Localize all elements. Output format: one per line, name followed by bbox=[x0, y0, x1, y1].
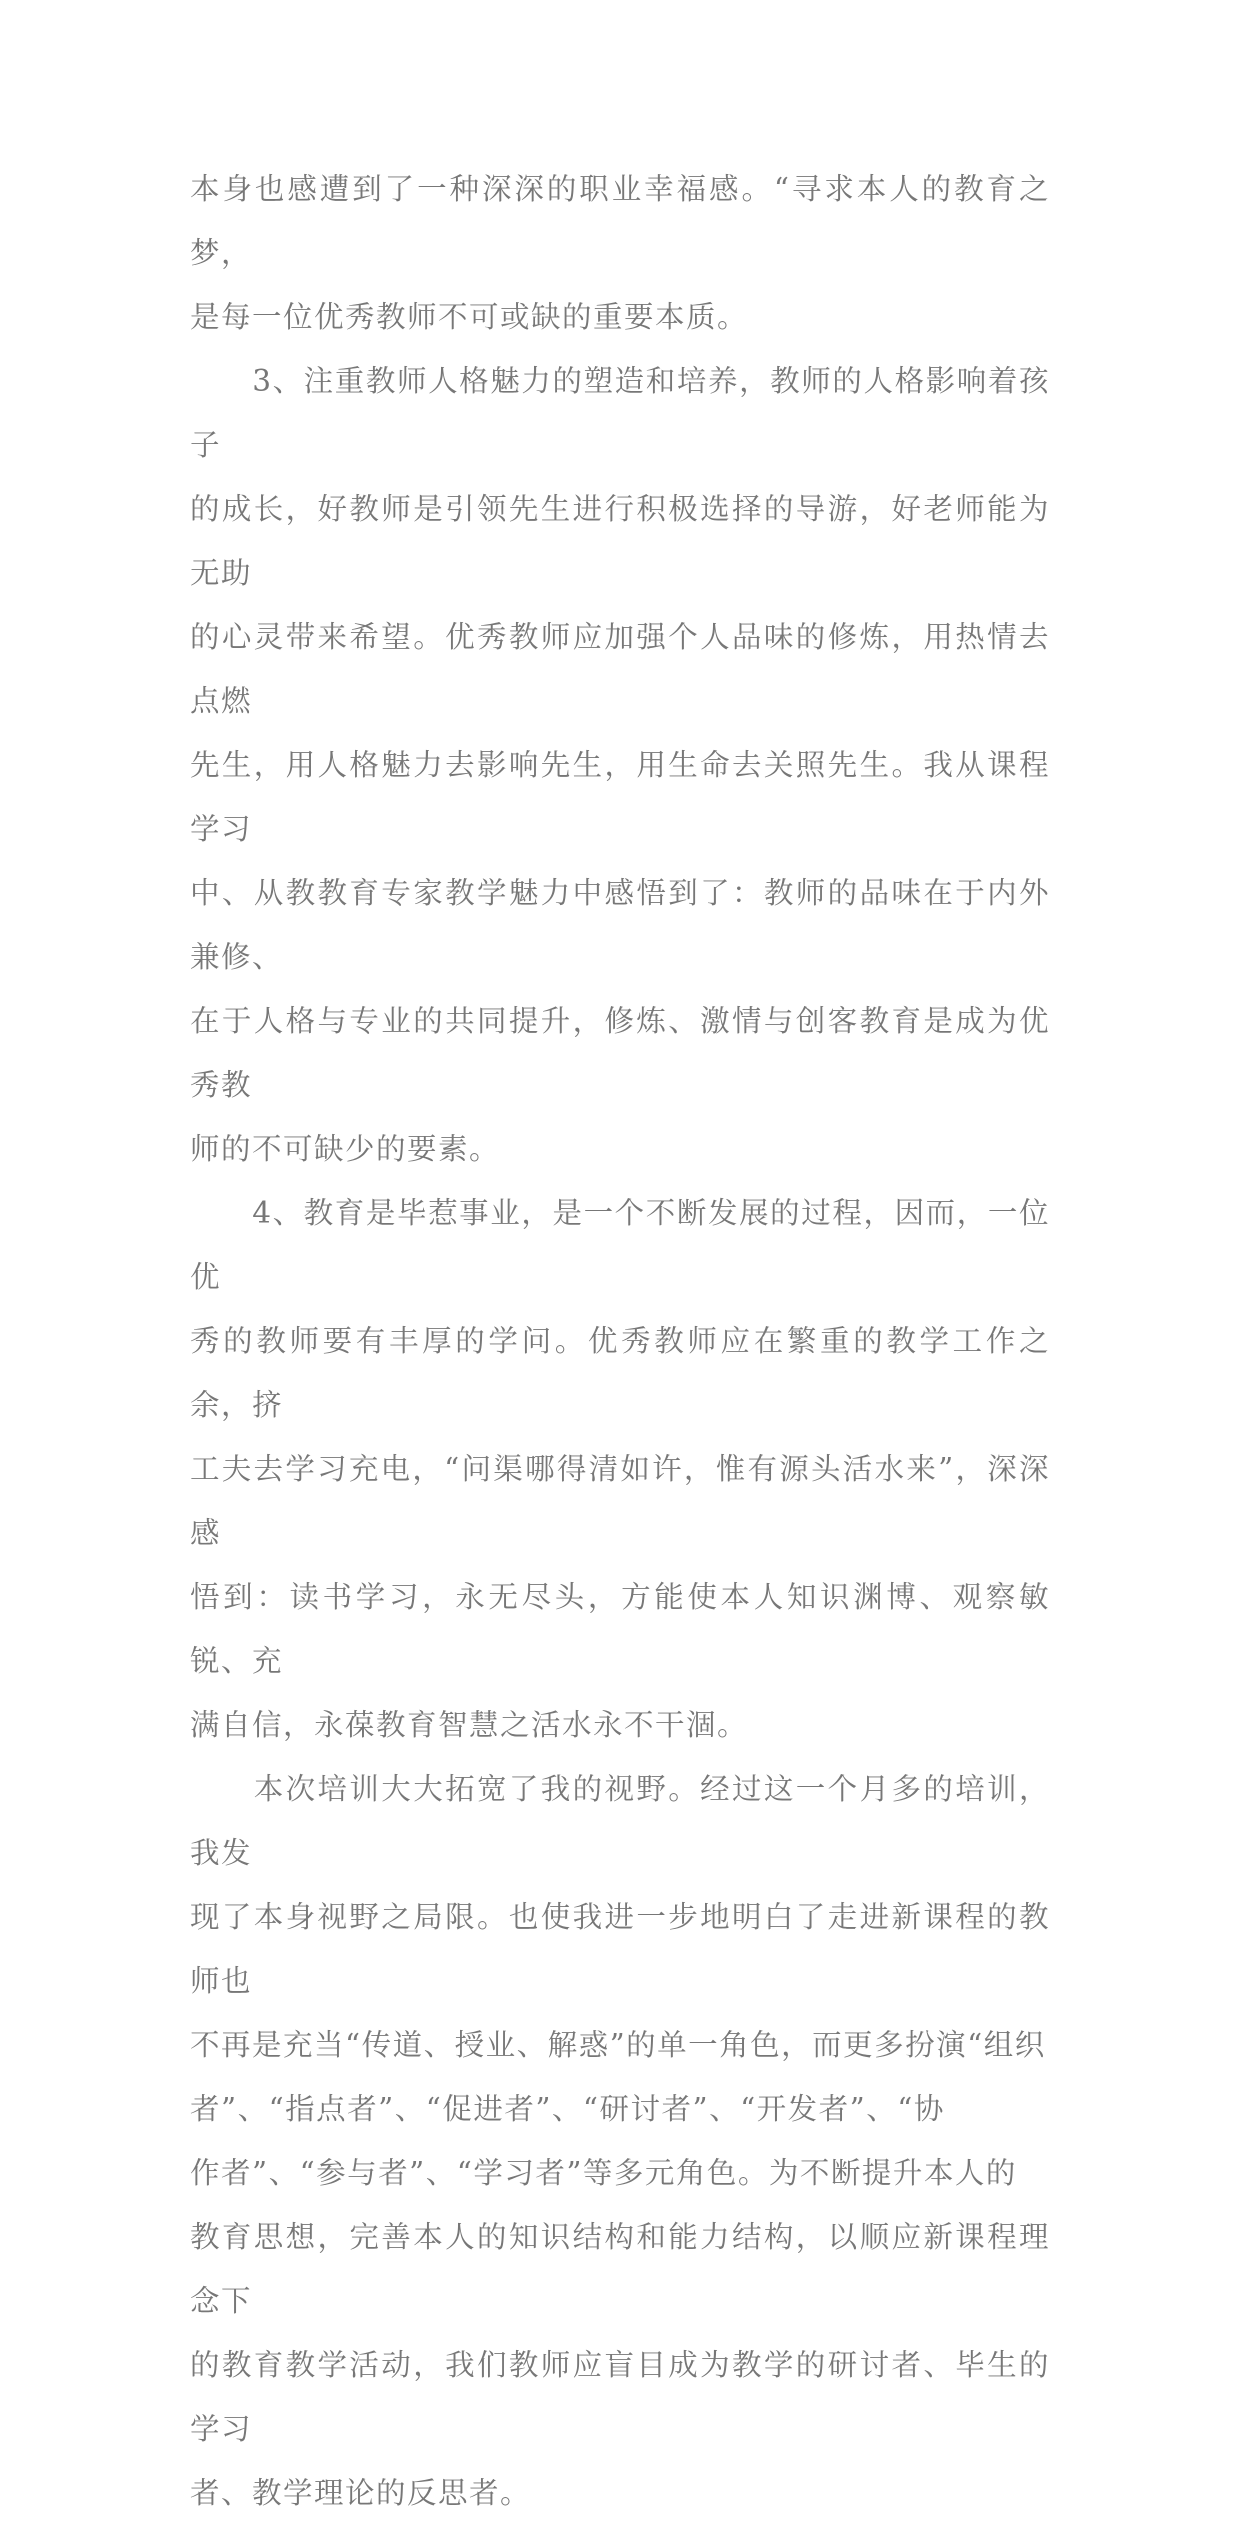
paragraph-point-3-personality: 3、注重教师人格魅力的塑造和培养，教师的人格影响着孩子 的成长，好教师是引领先生进行积极选择的导游，好老师能为无助 的心灵带来希望。优秀教师应加强个人品味的修炼，用热情去点燃 先生，用人格魅力去影响先生，用生命去关照先生。我从课程学习 中、从教教育专家教学魅力中感悟到了：教师的品味在于内外兼修、 在于人格与专业的共同提升，修炼、激情与创客教育是成为优秀教 师的不可缺少的要素。 bbox=[190, 364, 1050, 1166]
document-body bbox=[190, 157, 1050, 2525]
paragraph-career-happiness: 本身也感遭到了一种深深的职业幸福感。“寻求本人的教育之梦， 是每一位优秀教师不可或缺的重要本质。 bbox=[190, 172, 1050, 334]
paragraph-point-4-learning: 4、教育是毕惹事业，是一个不断发展的过程，因而，一位优 秀的教师要有丰厚的学问。优秀教师应在繁重的教学工作之余，挤 工夫去学习充电，“问渠哪得清如许，惟有源头活水来”，深深感 悟到：读书学习，永无尽头，方能使本人知识渊博、观察敏锐、充 满自信，永葆教育智慧之活水永不干涸。 bbox=[190, 1196, 1050, 1742]
paragraph-training-summary: 本次培训大大拓宽了我的视野。经过这一个月多的培训，我发 现了本身视野之局限。也使我进一步地明白了走进新课程的教师也 不再是充当“传道、授业、解惑”的单一角色，而更多扮演“组织 者”、“指点者”、“促进者”、“研讨者”、“开发者”、“协 作者”、“参与者”、“学习者”等多元角色。为不断提升本人的 教育思想，完善本人的知识结构和能力结构，以顺应新课程理念下 的教育教学活动，我们教师应盲目成为教学的研讨者、毕生的学习 者、教学理论的反思者。 bbox=[190, 1772, 1050, 2510]
